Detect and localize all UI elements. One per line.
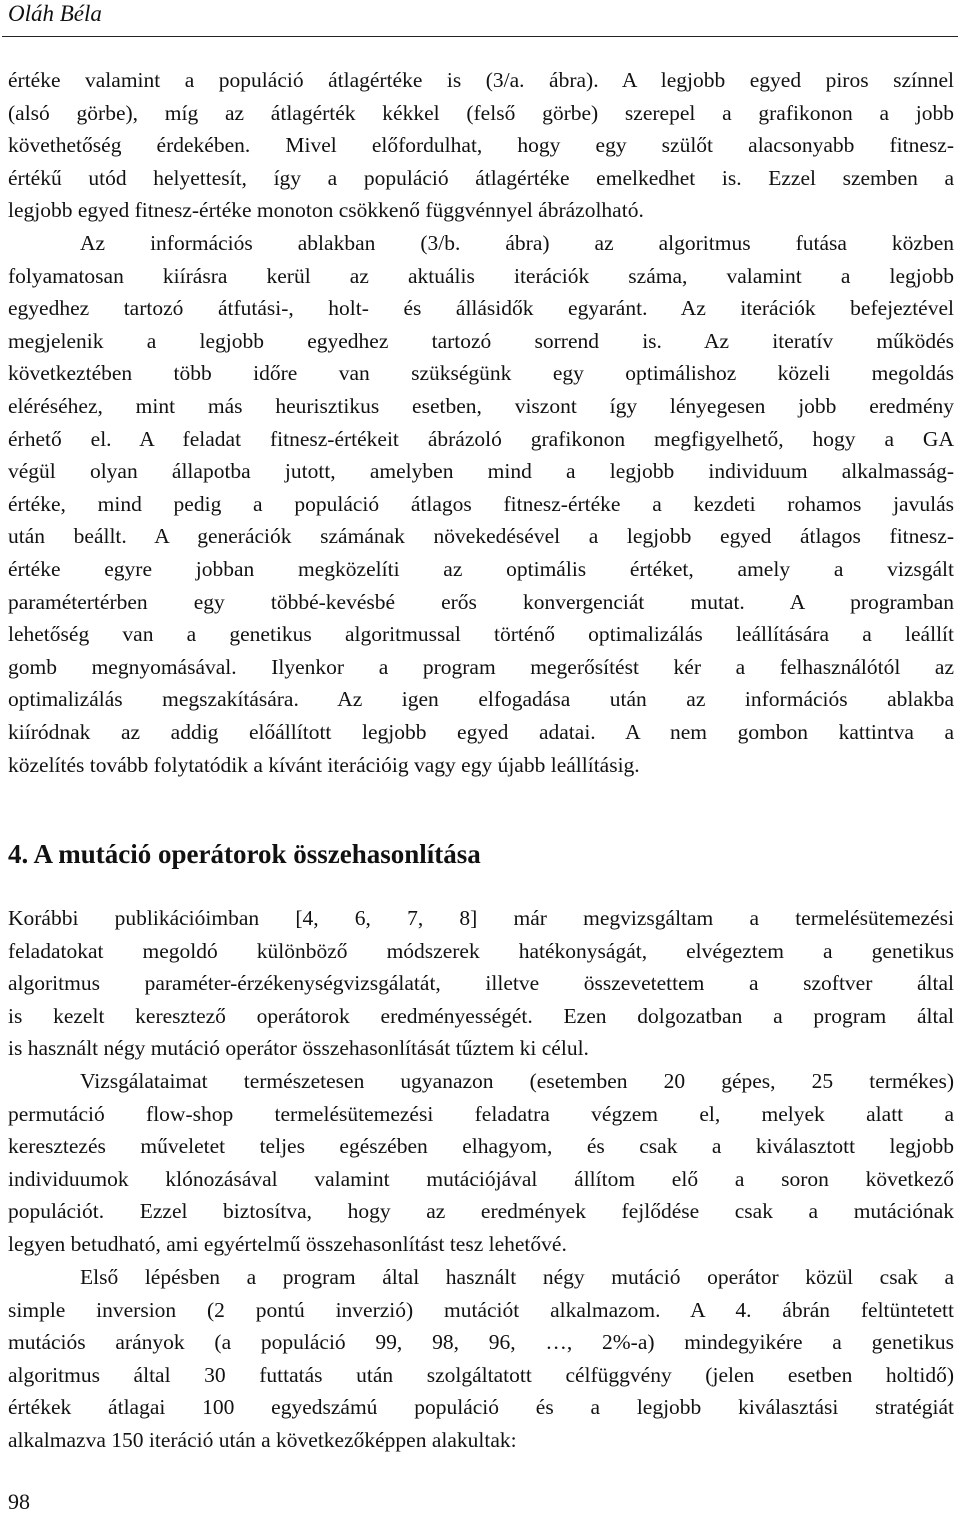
text-line: megjelenik a legjobb egyedhez tartozó sorrend is. Az iteratív működés (8, 328, 954, 353)
text-line: Vizsgálataimat természetesen ugyanazon (esetemben 20 gépes, 25 termékes) (80, 1069, 954, 1093)
text-line: legyen betudható, ami egyértelmű összehasonlítást tesz lehetővé. (8, 1231, 567, 1256)
text-line: kiíródnak az addig előállított legjobb egyed adatai. A nem gombon kattintva a (8, 719, 954, 744)
text-line: algoritmus paraméter-érzékenységvizsgálatát, illetve összevetettem a szoftver által (8, 971, 954, 996)
text-line: értéke valamint a populáció átlagértéke is (3/a. ábra). A legjobb egyed piros színnel (8, 68, 954, 92)
text-line: populációt. Ezzel biztosítva, hogy az eredmények fejlődése csak a mutációnak (8, 1199, 954, 1224)
text-line: legjobb egyed fitnesz-értéke monoton csökkenő függvénnyel ábrázolható. (8, 198, 644, 223)
section-heading: 4. A mutáció operátorok összehasonlítása (8, 839, 481, 869)
text-line: simple inversion (2 pontú inverzió) mutációt alkalmazom. A 4. ábrán feltüntetett (8, 1297, 954, 1322)
text-line: keresztezés műveletet teljes egészében elhagyom, és csak a kiválasztott legjobb (8, 1134, 954, 1159)
text-line: után beállt. A generációk számának növekedésével a legjobb egyed átlagos fitnesz- (8, 524, 954, 549)
running-header-author: Oláh Béla (8, 1, 102, 26)
text-line: következtében több időre van szükségünk egy optimálishoz közeli megoldás (8, 361, 954, 386)
text-line: individuumok klónozásával valamint mutációjával állítom elő a soron következő (8, 1166, 954, 1191)
header-divider (2, 36, 958, 37)
paragraph-intro (8, 64, 954, 227)
paragraph-previous-work (8, 902, 954, 1065)
text-line: értéke, mind pedig a populáció átlagos fitnesz-értéke a kezdeti rohamos javulás (8, 491, 954, 516)
text-line: közelítés tovább folytatódik a kívánt iterációig vagy egy újabb leállításig. (8, 752, 640, 777)
text-line: értéke egyre jobban megközelíti az optimális értéket, amely a vizsgált (8, 556, 954, 581)
text-line: eléréséhez, mint más heurisztikus esetben, viszont így lényegesen jobb eredmény (8, 393, 954, 418)
text-line: Korábbi publikációimban [4, 6, 7, 8] már megvizsgáltam a termelésütemezési (8, 906, 954, 930)
paragraph-experiment-setup (8, 1065, 954, 1261)
text-line: Első lépésben a program által használt négy mutáció operátor közül csak a (80, 1265, 954, 1289)
text-line: érhető el. A feladat fitnesz-értékeit ábrázoló grafikonon megfigyelhető, hogy a GA (8, 426, 954, 451)
text-line: egyedhez tartozó átfutási-, holt- és állásidők egyaránt. Az iterációk befejeztével (8, 296, 954, 321)
text-line: (alsó görbe), míg az átlagérték kékkel (felső görbe) szerepel a grafikonon a jobb (8, 100, 954, 125)
page-number: 98 (8, 1489, 30, 1514)
text-line: permutáció flow-shop termelésütemezési feladatra végzem el, melyek alatt a (8, 1101, 954, 1126)
text-line: értékű utód helyettesít, így a populáció átlagértéke emelkedhet is. Ezzel szemben a (8, 165, 954, 190)
text-line: lehetőség van a genetikus algoritmussal történő optimalizálás leállítására a leállít (8, 622, 954, 647)
text-line: is használt négy mutáció operátor összehasonlítását tűztem ki célul. (8, 1036, 589, 1061)
text-line: követhetőség érdekében. Mivel előfordulhat, hogy egy szülőt alacsonyabb fitnesz- (8, 133, 954, 158)
paragraph-first-step (8, 1261, 954, 1457)
text-line: gomb megnyomásával. Ilyenkor a program megerősítést kér a felhasználótól az (8, 654, 954, 679)
text-line: algoritmus által 30 futtatás után szolgáltatott célfüggvény (jelen esetben holtidő) (8, 1362, 954, 1387)
text-line: is kezelt keresztező operátorok eredményességét. Ezen dolgozatban a program által (8, 1003, 954, 1028)
text-line: értékek átlagai 100 egyedszámú populáció és a legjobb kiválasztási stratégiát (8, 1395, 954, 1420)
text-line: optimalizálás megszakítására. Az igen elfogadása után az információs ablakba (8, 687, 954, 712)
text-line: alkalmazva 150 iteráció után a következőképpen alakultak: (8, 1427, 517, 1452)
text-line: feladatokat megoldó különböző módszerek hatékonyságát, elvégeztem a genetikus (8, 938, 954, 963)
text-line: paramétertérben egy többé-kevésbé erős konvergenciát mutat. A programban (8, 589, 954, 614)
text-line: Az információs ablakban (3/b. ábra) az algoritmus futása közben (80, 231, 954, 255)
text-line: mutációs arányok (a populáció 99, 98, 96, …, 2%-a) mindegyikére a genetikus (8, 1330, 954, 1355)
text-line: folyamatosan kiírásra kerül az aktuális iterációk száma, valamint a legjobb (8, 263, 954, 288)
paragraph-info-window (8, 227, 954, 781)
text-line: végül olyan állapotba jutott, amelyben mind a legjobb individuum alkalmasság- (8, 459, 954, 484)
